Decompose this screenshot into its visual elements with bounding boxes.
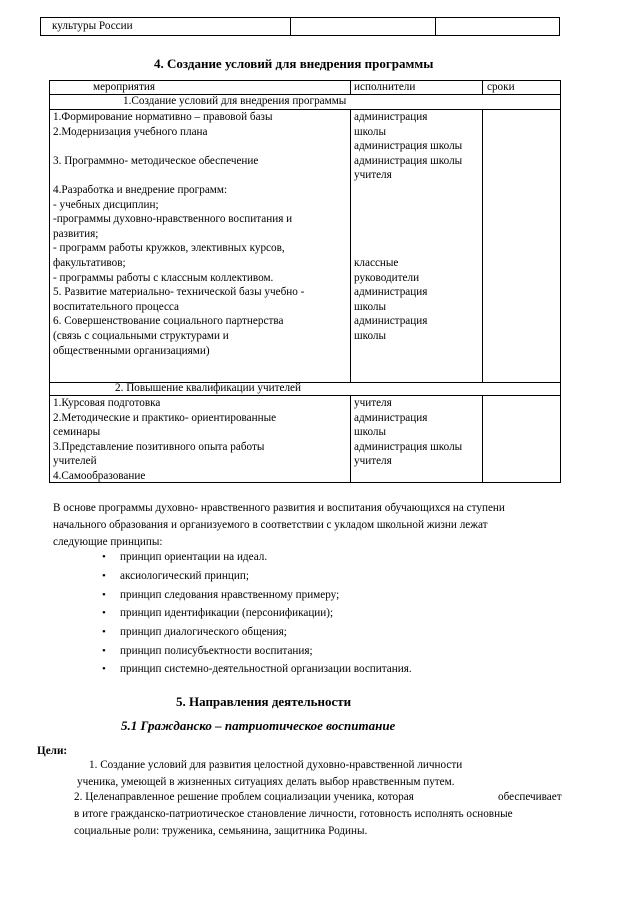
table-cell: [436, 18, 560, 36]
paragraph-line: обеспечивает: [498, 791, 562, 803]
paragraph-line: ученика, умеющей в жизненных ситуациях делать выбор нравственным путем.: [77, 776, 455, 788]
header-deadlines: сроки: [487, 81, 515, 93]
measure-line: 4.Разработка и внедрение программ:: [53, 183, 228, 196]
group-1-title: 1.Создание условий для внедрения программы: [123, 95, 347, 107]
group-1-measures: [53, 110, 304, 358]
measure-line: 3. Программно- методическое обеспечение: [53, 154, 259, 167]
list-item: принцип идентификации (персонификации);: [120, 607, 334, 619]
executor-line: администрация: [354, 286, 428, 299]
measure-line: 1.Курсовая подготовка: [53, 397, 161, 409]
measure-line: (связь с социальными структурами и: [53, 329, 229, 342]
paragraph-line: следующие принципы:: [53, 536, 163, 548]
measure-line: 5. Развитие материально- технической базы учебно -: [53, 286, 305, 299]
measure-line: [53, 139, 304, 154]
measure-line: учителей: [53, 455, 97, 468]
executor-line: школы: [354, 300, 387, 313]
list-item: принцип диалогического общения;: [120, 626, 287, 638]
executor-line: администрация школы: [354, 154, 463, 167]
executor-line: [354, 198, 462, 213]
executor-line: руководители: [354, 271, 420, 284]
goals-label: Цели:: [37, 745, 68, 757]
executor-line: [354, 212, 462, 227]
bullet-icon: •: [102, 589, 106, 601]
measure-line: 1.Формирование нормативно – правовой базы: [53, 111, 273, 123]
measure-line: - учебных дисциплин;: [53, 198, 159, 211]
bullet-icon: •: [102, 663, 106, 675]
measure-line: воспитательного процесса: [53, 300, 179, 313]
group-2-title: 2. Повышение квалификации учителей: [115, 382, 302, 394]
measure-line: 2.Методические и практико- ориентированные: [53, 411, 277, 424]
group-2-executors: [354, 396, 462, 469]
paragraph-line: 2. Целенаправленное решение проблем социализации ученика, которая: [74, 791, 414, 803]
executor-line: школы: [354, 329, 387, 342]
measure-line: - программы работы с классным коллективом.: [53, 271, 274, 284]
bullet-icon: •: [102, 551, 106, 563]
section-5-heading: 5. Направления деятельности: [176, 694, 352, 709]
header-executors: исполнители: [354, 81, 416, 93]
paragraph-line: начального образования и организуемого в соответствии с укладом школьной жизни лежат: [53, 519, 488, 531]
executor-line: администрация: [354, 111, 428, 123]
measure-line: развития;: [53, 227, 99, 240]
group-2-measures: [53, 396, 276, 484]
group-1-executors: [354, 110, 462, 344]
measure-line: общественными организациями): [53, 344, 210, 357]
executor-line: администрация школы: [354, 440, 463, 453]
list-item: аксиологический принцип;: [120, 570, 249, 582]
list-item: принцип ориентации на идеал.: [120, 551, 268, 563]
cell-text: культуры России: [52, 20, 133, 32]
previous-table-fragment: [40, 17, 560, 36]
table-cell: [291, 18, 436, 36]
measure-line: [53, 168, 304, 183]
paragraph-line: В основе программы духовно- нравственного развития и воспитания обучающихся на ступени: [53, 502, 505, 514]
executor-line: учителя: [354, 169, 392, 182]
section-5-1-subheading: 5.1 Гражданско – патриотическое воспитание: [121, 718, 396, 733]
bullet-icon: •: [102, 607, 106, 619]
measure-line: - программ работы кружков, элективных курсов,: [53, 242, 285, 255]
list-item: принцип системно-деятельностной организации воспитания.: [120, 663, 412, 675]
executor-line: школы: [354, 125, 387, 138]
list-item: принцип полисубъектности воспитания;: [120, 645, 313, 657]
executor-line: администрация: [354, 315, 428, 328]
executor-line: [354, 183, 462, 198]
measure-line: 6. Совершенствование социального партнерства: [53, 315, 284, 328]
list-item: принцип следования нравственному примеру;: [120, 589, 340, 601]
executor-line: администрация: [354, 411, 428, 424]
executor-line: классные: [354, 256, 399, 269]
bullet-icon: •: [102, 570, 106, 582]
measure-line: -программы духовно-нравственного воспитания и: [53, 213, 293, 226]
paragraph-line: социальные роли: труженика, семьянина, защитника Родины.: [74, 825, 368, 837]
bullet-icon: •: [102, 626, 106, 638]
measure-line: семинары: [53, 426, 101, 439]
executor-line: [354, 227, 462, 242]
header-measures: мероприятия: [93, 81, 155, 93]
measure-line: 4.Самообразование: [53, 469, 146, 482]
principles-intro: [53, 500, 505, 551]
measure-line: факультативов;: [53, 256, 126, 269]
executor-line: школы: [354, 426, 387, 439]
table-cell: [41, 18, 291, 36]
executor-line: учителя: [354, 397, 392, 409]
section-4-heading: 4. Создание условий для внедрения программы: [154, 56, 434, 71]
conditions-table: [49, 80, 561, 483]
bullet-icon: •: [102, 645, 106, 657]
measure-line: 3.Представление позитивного опыта работы: [53, 440, 265, 453]
executor-line: администрация школы: [354, 140, 463, 153]
paragraph-line: 1. Создание условий для развития целостной духовно-нравственной личности: [89, 759, 463, 771]
paragraph-line: в итоге гражданско-патриотическое становление личности, готовность исполнять основные: [74, 808, 513, 820]
measure-line: 2.Модернизация учебного плана: [53, 125, 208, 138]
executor-line: [354, 241, 462, 256]
executor-line: учителя: [354, 455, 392, 468]
